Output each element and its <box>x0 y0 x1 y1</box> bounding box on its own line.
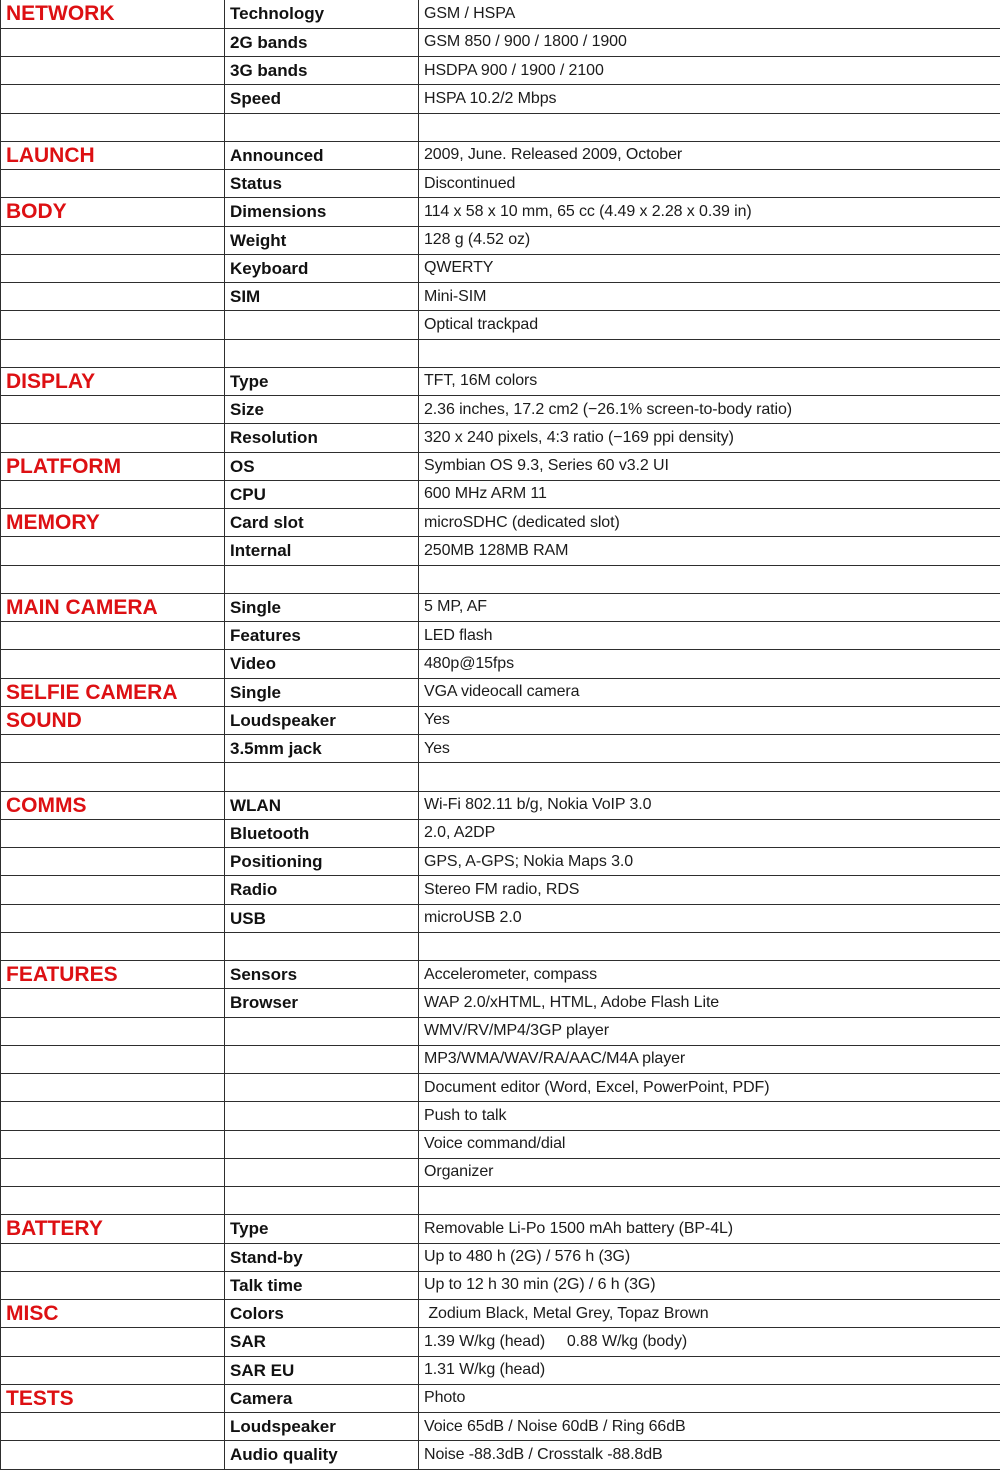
spec-value-cell <box>419 113 1000 141</box>
spec-label-cell <box>225 1158 419 1186</box>
spec-value-cell: Yes <box>419 735 1000 763</box>
category-cell <box>1 537 225 565</box>
spec-value-cell: Document editor (Word, Excel, PowerPoint, PDF) <box>419 1074 1000 1102</box>
table-row <box>1 876 1000 904</box>
category-cell: SELFIE CAMERA <box>1 678 225 706</box>
category-cell <box>1 113 225 141</box>
spec-label-cell: Features <box>225 622 419 650</box>
spec-value-cell: TFT, 16M colors <box>419 367 1000 395</box>
category-cell <box>1 650 225 678</box>
table-row <box>1 735 1000 763</box>
spec-value-cell: Push to talk <box>419 1102 1000 1130</box>
spec-value-cell: Voice command/dial <box>419 1130 1000 1158</box>
spec-label-cell: OS <box>225 452 419 480</box>
table-row <box>1 989 1000 1017</box>
spec-value-cell: Up to 480 h (2G) / 576 h (3G) <box>419 1243 1000 1271</box>
spec-value-cell: Stereo FM radio, RDS <box>419 876 1000 904</box>
spec-value-cell: 600 MHz ARM 11 <box>419 480 1000 508</box>
table-row <box>1 1413 1000 1441</box>
spec-label-cell <box>225 1017 419 1045</box>
spec-value-cell: Voice 65dB / Noise 60dB / Ring 66dB <box>419 1413 1000 1441</box>
spec-label-cell: Radio <box>225 876 419 904</box>
table-row <box>1 848 1000 876</box>
table-row <box>1 339 1000 367</box>
spec-value-cell <box>419 339 1000 367</box>
spec-value-cell: 2009, June. Released 2009, October <box>419 141 1000 169</box>
spec-value-cell: 5 MP, AF <box>419 593 1000 621</box>
spec-value-cell: Removable Li-Po 1500 mAh battery (BP-4L) <box>419 1215 1000 1243</box>
category-cell: FEATURES <box>1 961 225 989</box>
spec-value-cell: WMV/RV/MP4/3GP player <box>419 1017 1000 1045</box>
category-cell: DISPLAY <box>1 367 225 395</box>
spec-value-cell: WAP 2.0/xHTML, HTML, Adobe Flash Lite <box>419 989 1000 1017</box>
table-row <box>1 170 1000 198</box>
category-cell: COMMS <box>1 791 225 819</box>
spec-label-cell <box>225 932 419 960</box>
category-cell <box>1 904 225 932</box>
spec-label-cell <box>225 339 419 367</box>
category-cell: BODY <box>1 198 225 226</box>
category-cell <box>1 1187 225 1215</box>
table-row <box>1 1441 1000 1469</box>
table-row <box>1 650 1000 678</box>
category-cell: MISC <box>1 1300 225 1328</box>
category-cell <box>1 848 225 876</box>
category-cell <box>1 339 225 367</box>
category-cell <box>1 989 225 1017</box>
category-cell <box>1 932 225 960</box>
spec-label-cell <box>225 763 419 791</box>
category-cell <box>1 763 225 791</box>
spec-value-cell <box>419 1187 1000 1215</box>
spec-label-cell <box>225 311 419 339</box>
category-cell <box>1 170 225 198</box>
spec-label-cell: Status <box>225 170 419 198</box>
spec-value-cell: HSDPA 900 / 1900 / 2100 <box>419 57 1000 85</box>
spec-value-cell: MP3/WMA/WAV/RA/AAC/M4A player <box>419 1045 1000 1073</box>
table-row <box>1 1187 1000 1215</box>
spec-label-cell: Stand-by <box>225 1243 419 1271</box>
table-row <box>1 1074 1000 1102</box>
category-cell: NETWORK <box>1 0 225 28</box>
table-row <box>1 1300 1000 1328</box>
category-cell <box>1 254 225 282</box>
spec-label-cell <box>225 113 419 141</box>
spec-label-cell: Dimensions <box>225 198 419 226</box>
spec-value-cell: Up to 12 h 30 min (2G) / 6 h (3G) <box>419 1271 1000 1299</box>
spec-value-cell: 128 g (4.52 oz) <box>419 226 1000 254</box>
table-row <box>1 622 1000 650</box>
spec-label-cell: Keyboard <box>225 254 419 282</box>
spec-label-cell: Weight <box>225 226 419 254</box>
spec-label-cell: Resolution <box>225 424 419 452</box>
category-cell <box>1 57 225 85</box>
category-cell <box>1 735 225 763</box>
table-row <box>1 1243 1000 1271</box>
table-row <box>1 819 1000 847</box>
category-cell <box>1 424 225 452</box>
table-row <box>1 1017 1000 1045</box>
spec-label-cell <box>225 1074 419 1102</box>
category-cell <box>1 1413 225 1441</box>
spec-value-cell: GSM 850 / 900 / 1800 / 1900 <box>419 28 1000 56</box>
category-cell <box>1 565 225 593</box>
category-cell: BATTERY <box>1 1215 225 1243</box>
table-row <box>1 57 1000 85</box>
spec-label-cell: Single <box>225 678 419 706</box>
spec-label-cell: Browser <box>225 989 419 1017</box>
category-cell <box>1 85 225 113</box>
spec-label-cell: Size <box>225 396 419 424</box>
spec-value-cell: Mini-SIM <box>419 283 1000 311</box>
spec-value-cell: Yes <box>419 706 1000 734</box>
table-row <box>1 961 1000 989</box>
spec-value-cell: Symbian OS 9.3, Series 60 v3.2 UI <box>419 452 1000 480</box>
spec-value-cell: Discontinued <box>419 170 1000 198</box>
table-row <box>1 509 1000 537</box>
table-row <box>1 226 1000 254</box>
spec-label-cell: SAR EU <box>225 1356 419 1384</box>
spec-label-cell: Type <box>225 1215 419 1243</box>
category-cell <box>1 1130 225 1158</box>
category-cell <box>1 480 225 508</box>
spec-value-cell: 2.36 inches, 17.2 cm2 (−26.1% screen-to-body ratio) <box>419 396 1000 424</box>
table-row <box>1 791 1000 819</box>
table-row <box>1 565 1000 593</box>
table-row <box>1 283 1000 311</box>
category-cell <box>1 1441 225 1469</box>
table-row <box>1 537 1000 565</box>
category-cell <box>1 283 225 311</box>
category-cell: LAUNCH <box>1 141 225 169</box>
table-row <box>1 367 1000 395</box>
spec-label-cell: WLAN <box>225 791 419 819</box>
spec-value-cell: 480p@15fps <box>419 650 1000 678</box>
spec-value-cell: Organizer <box>419 1158 1000 1186</box>
spec-label-cell: USB <box>225 904 419 932</box>
spec-label-cell: 3G bands <box>225 57 419 85</box>
table-row <box>1 1356 1000 1384</box>
spec-label-cell <box>225 1102 419 1130</box>
category-cell <box>1 396 225 424</box>
spec-value-cell <box>419 763 1000 791</box>
spec-label-cell <box>225 1130 419 1158</box>
table-row <box>1 424 1000 452</box>
spec-value-cell: Zodium Black, Metal Grey, Topaz Brown <box>419 1300 1000 1328</box>
spec-value-cell: QWERTY <box>419 254 1000 282</box>
table-row <box>1 1328 1000 1356</box>
spec-value-cell: microSDHC (dedicated slot) <box>419 509 1000 537</box>
spec-value-cell: microUSB 2.0 <box>419 904 1000 932</box>
spec-value-cell: Noise -88.3dB / Crosstalk -88.8dB <box>419 1441 1000 1469</box>
table-row <box>1 113 1000 141</box>
table-row <box>1 678 1000 706</box>
spec-value-cell: Accelerometer, compass <box>419 961 1000 989</box>
spec-label-cell: Speed <box>225 85 419 113</box>
spec-label-cell: Internal <box>225 537 419 565</box>
table-row <box>1 254 1000 282</box>
table-row <box>1 904 1000 932</box>
table-row <box>1 28 1000 56</box>
table-row <box>1 932 1000 960</box>
category-cell <box>1 1017 225 1045</box>
spec-label-cell: Talk time <box>225 1271 419 1299</box>
category-cell: SOUND <box>1 706 225 734</box>
table-row <box>1 1102 1000 1130</box>
spec-value-cell <box>419 932 1000 960</box>
category-cell <box>1 1158 225 1186</box>
spec-label-cell: Technology <box>225 0 419 28</box>
spec-label-cell: Sensors <box>225 961 419 989</box>
spec-value-cell: Wi-Fi 802.11 b/g, Nokia VoIP 3.0 <box>419 791 1000 819</box>
spec-label-cell <box>225 1045 419 1073</box>
category-cell <box>1 819 225 847</box>
table-row <box>1 198 1000 226</box>
table-row <box>1 1384 1000 1412</box>
spec-label-cell: Colors <box>225 1300 419 1328</box>
table-row <box>1 763 1000 791</box>
spec-label-cell: Single <box>225 593 419 621</box>
category-cell: TESTS <box>1 1384 225 1412</box>
table-row <box>1 0 1000 28</box>
spec-value-cell: GSM / HSPA <box>419 0 1000 28</box>
category-cell <box>1 622 225 650</box>
spec-value-cell: 1.39 W/kg (head) 0.88 W/kg (body) <box>419 1328 1000 1356</box>
category-cell: MAIN CAMERA <box>1 593 225 621</box>
category-cell <box>1 1102 225 1130</box>
spec-value-cell: Photo <box>419 1384 1000 1412</box>
category-cell: MEMORY <box>1 509 225 537</box>
category-cell <box>1 1074 225 1102</box>
spec-label-cell: Loudspeaker <box>225 706 419 734</box>
spec-label-cell: Camera <box>225 1384 419 1412</box>
category-cell <box>1 1328 225 1356</box>
category-cell <box>1 1243 225 1271</box>
spec-value-cell: GPS, A-GPS; Nokia Maps 3.0 <box>419 848 1000 876</box>
spec-value-cell: HSPA 10.2/2 Mbps <box>419 85 1000 113</box>
spec-label-cell: Card slot <box>225 509 419 537</box>
category-cell: PLATFORM <box>1 452 225 480</box>
table-row <box>1 1271 1000 1299</box>
spec-value-cell <box>419 565 1000 593</box>
category-cell <box>1 1045 225 1073</box>
spec-label-cell: Video <box>225 650 419 678</box>
table-row <box>1 311 1000 339</box>
table-row <box>1 480 1000 508</box>
category-cell <box>1 876 225 904</box>
category-cell <box>1 28 225 56</box>
spec-label-cell: Positioning <box>225 848 419 876</box>
table-row <box>1 396 1000 424</box>
spec-label-cell: Announced <box>225 141 419 169</box>
table-row <box>1 1158 1000 1186</box>
spec-label-cell: CPU <box>225 480 419 508</box>
spec-label-cell <box>225 1187 419 1215</box>
table-row <box>1 593 1000 621</box>
table-row <box>1 141 1000 169</box>
category-cell <box>1 311 225 339</box>
spec-label-cell <box>225 565 419 593</box>
spec-label-cell: SIM <box>225 283 419 311</box>
table-row <box>1 706 1000 734</box>
spec-value-cell: Optical trackpad <box>419 311 1000 339</box>
spec-value-cell: 320 x 240 pixels, 4:3 ratio (−169 ppi density) <box>419 424 1000 452</box>
spec-value-cell: 250MB 128MB RAM <box>419 537 1000 565</box>
spec-value-cell: 114 x 58 x 10 mm, 65 cc (4.49 x 2.28 x 0.39 in) <box>419 198 1000 226</box>
spec-label-cell: SAR <box>225 1328 419 1356</box>
spec-value-cell: 2.0, A2DP <box>419 819 1000 847</box>
category-cell <box>1 1356 225 1384</box>
table-row <box>1 1045 1000 1073</box>
spec-label-cell: Loudspeaker <box>225 1413 419 1441</box>
spec-label-cell: Audio quality <box>225 1441 419 1469</box>
spec-label-cell: Type <box>225 367 419 395</box>
spec-label-cell: 2G bands <box>225 28 419 56</box>
spec-value-cell: 1.31 W/kg (head) <box>419 1356 1000 1384</box>
table-row <box>1 452 1000 480</box>
category-cell <box>1 1271 225 1299</box>
spec-label-cell: Bluetooth <box>225 819 419 847</box>
table-row <box>1 1130 1000 1158</box>
spec-label-cell: 3.5mm jack <box>225 735 419 763</box>
table-row <box>1 85 1000 113</box>
category-cell <box>1 226 225 254</box>
spec-table-body <box>1 0 1000 1469</box>
table-row <box>1 1215 1000 1243</box>
spec-value-cell: LED flash <box>419 622 1000 650</box>
spec-value-cell: VGA videocall camera <box>419 678 1000 706</box>
